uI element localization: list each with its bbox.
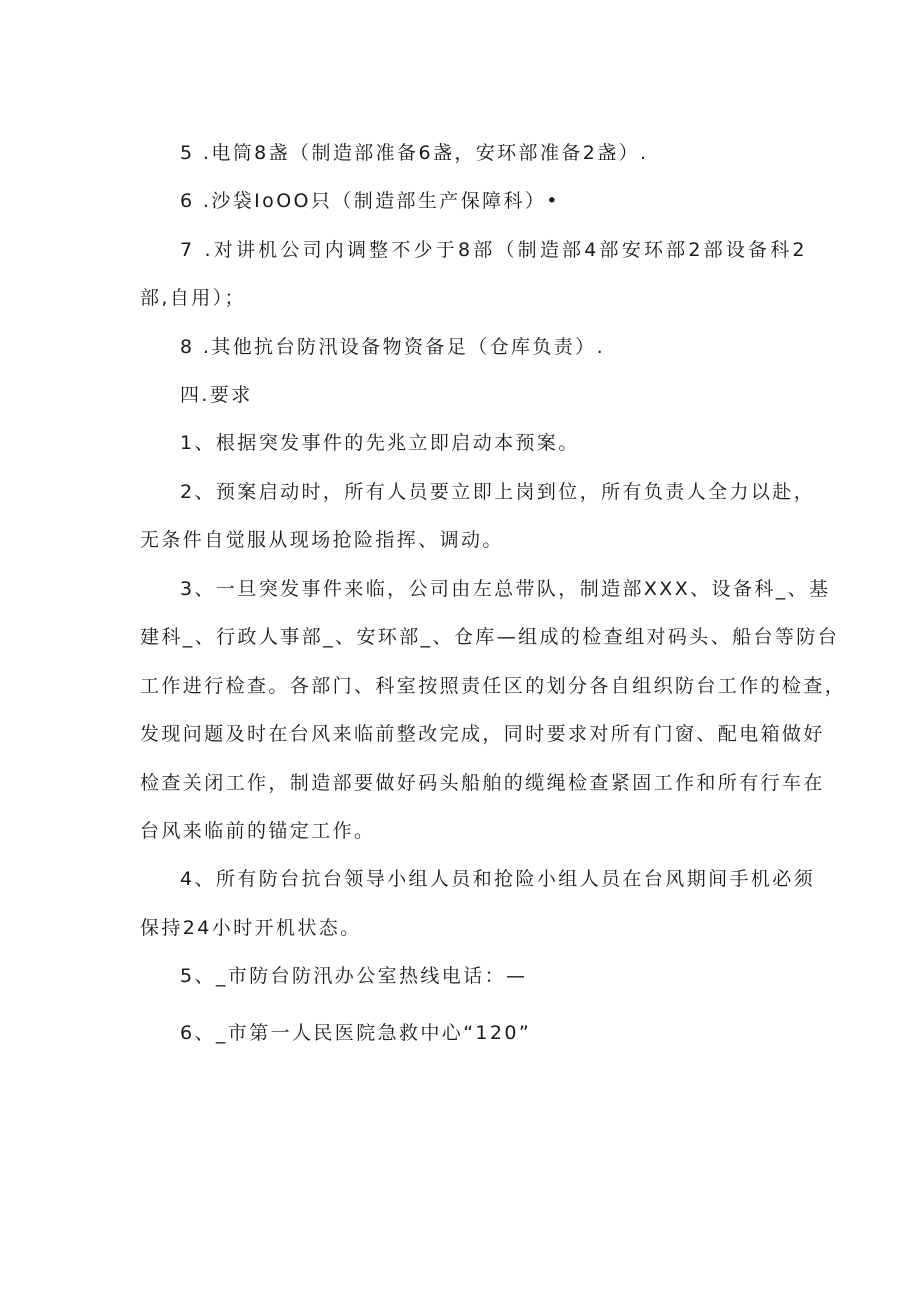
requirement-1: 1、根据突发事件的先兆立即启动本预案。 [180,432,580,454]
requirement-5-hotline: 5、_市防台防汛办公室热线电话：— [180,965,528,987]
requirement-2: 2、预案启动时，所有人员要立即上岗到位，所有负责人全力以赴， [180,481,816,503]
requirement-4: 4、所有防台抗台领导小组人员和抢险小组人员在台风期间手机必须 [180,868,816,890]
item-8-other-supplies: 8 .其他抗台防汛设备物资备足（仓库负责）. [180,336,606,358]
requirement-3-line-4: 发现问题及时在台风来临前整改完成，同时要求对所有门窗、配电箱做好 [140,723,825,745]
requirement-2-continuation: 无条件自觉服从现场抢险指挥、调动。 [140,529,504,551]
requirement-4-continuation: 保持24小时开机状态。 [140,917,362,939]
item-7-walkie-talkies: 7 .对讲机公司内调整不少于8部（制造部4部安环部2部设备科2 [180,239,808,261]
requirement-3-line-2: 建科_、行政人事部_、安环部_、仓库—组成的检查组对码头、船台等防台 [140,626,840,648]
item-7-continuation: 部,自用）； [140,287,246,309]
section-heading-requirements: 四.要求 [180,384,253,406]
requirement-6-emergency-center: 6、_市第一人民医院急救中心“120” [180,1022,532,1044]
requirement-3: 3、一旦突发事件来临，公司由左总带队，制造部XXX、设备科_、基 [180,578,831,600]
requirement-3-line-6: 台风来临前的锚定工作。 [140,820,376,842]
requirement-3-line-3: 工作进行检查。各部门、科室按照责任区的划分各自组织防台工作的检查， [140,675,847,697]
requirement-3-line-5: 检查关闭工作，制造部要做好码头船舶的缆绳检查紧固工作和所有行车在 [140,772,825,794]
item-5-flashlights: 5 .电筒8盏（制造部准备6盏，安环部准备2盏）. [180,142,649,164]
item-6-sandbags: 6 .沙袋IoOO只（制造部生产保障科）• [180,190,560,212]
